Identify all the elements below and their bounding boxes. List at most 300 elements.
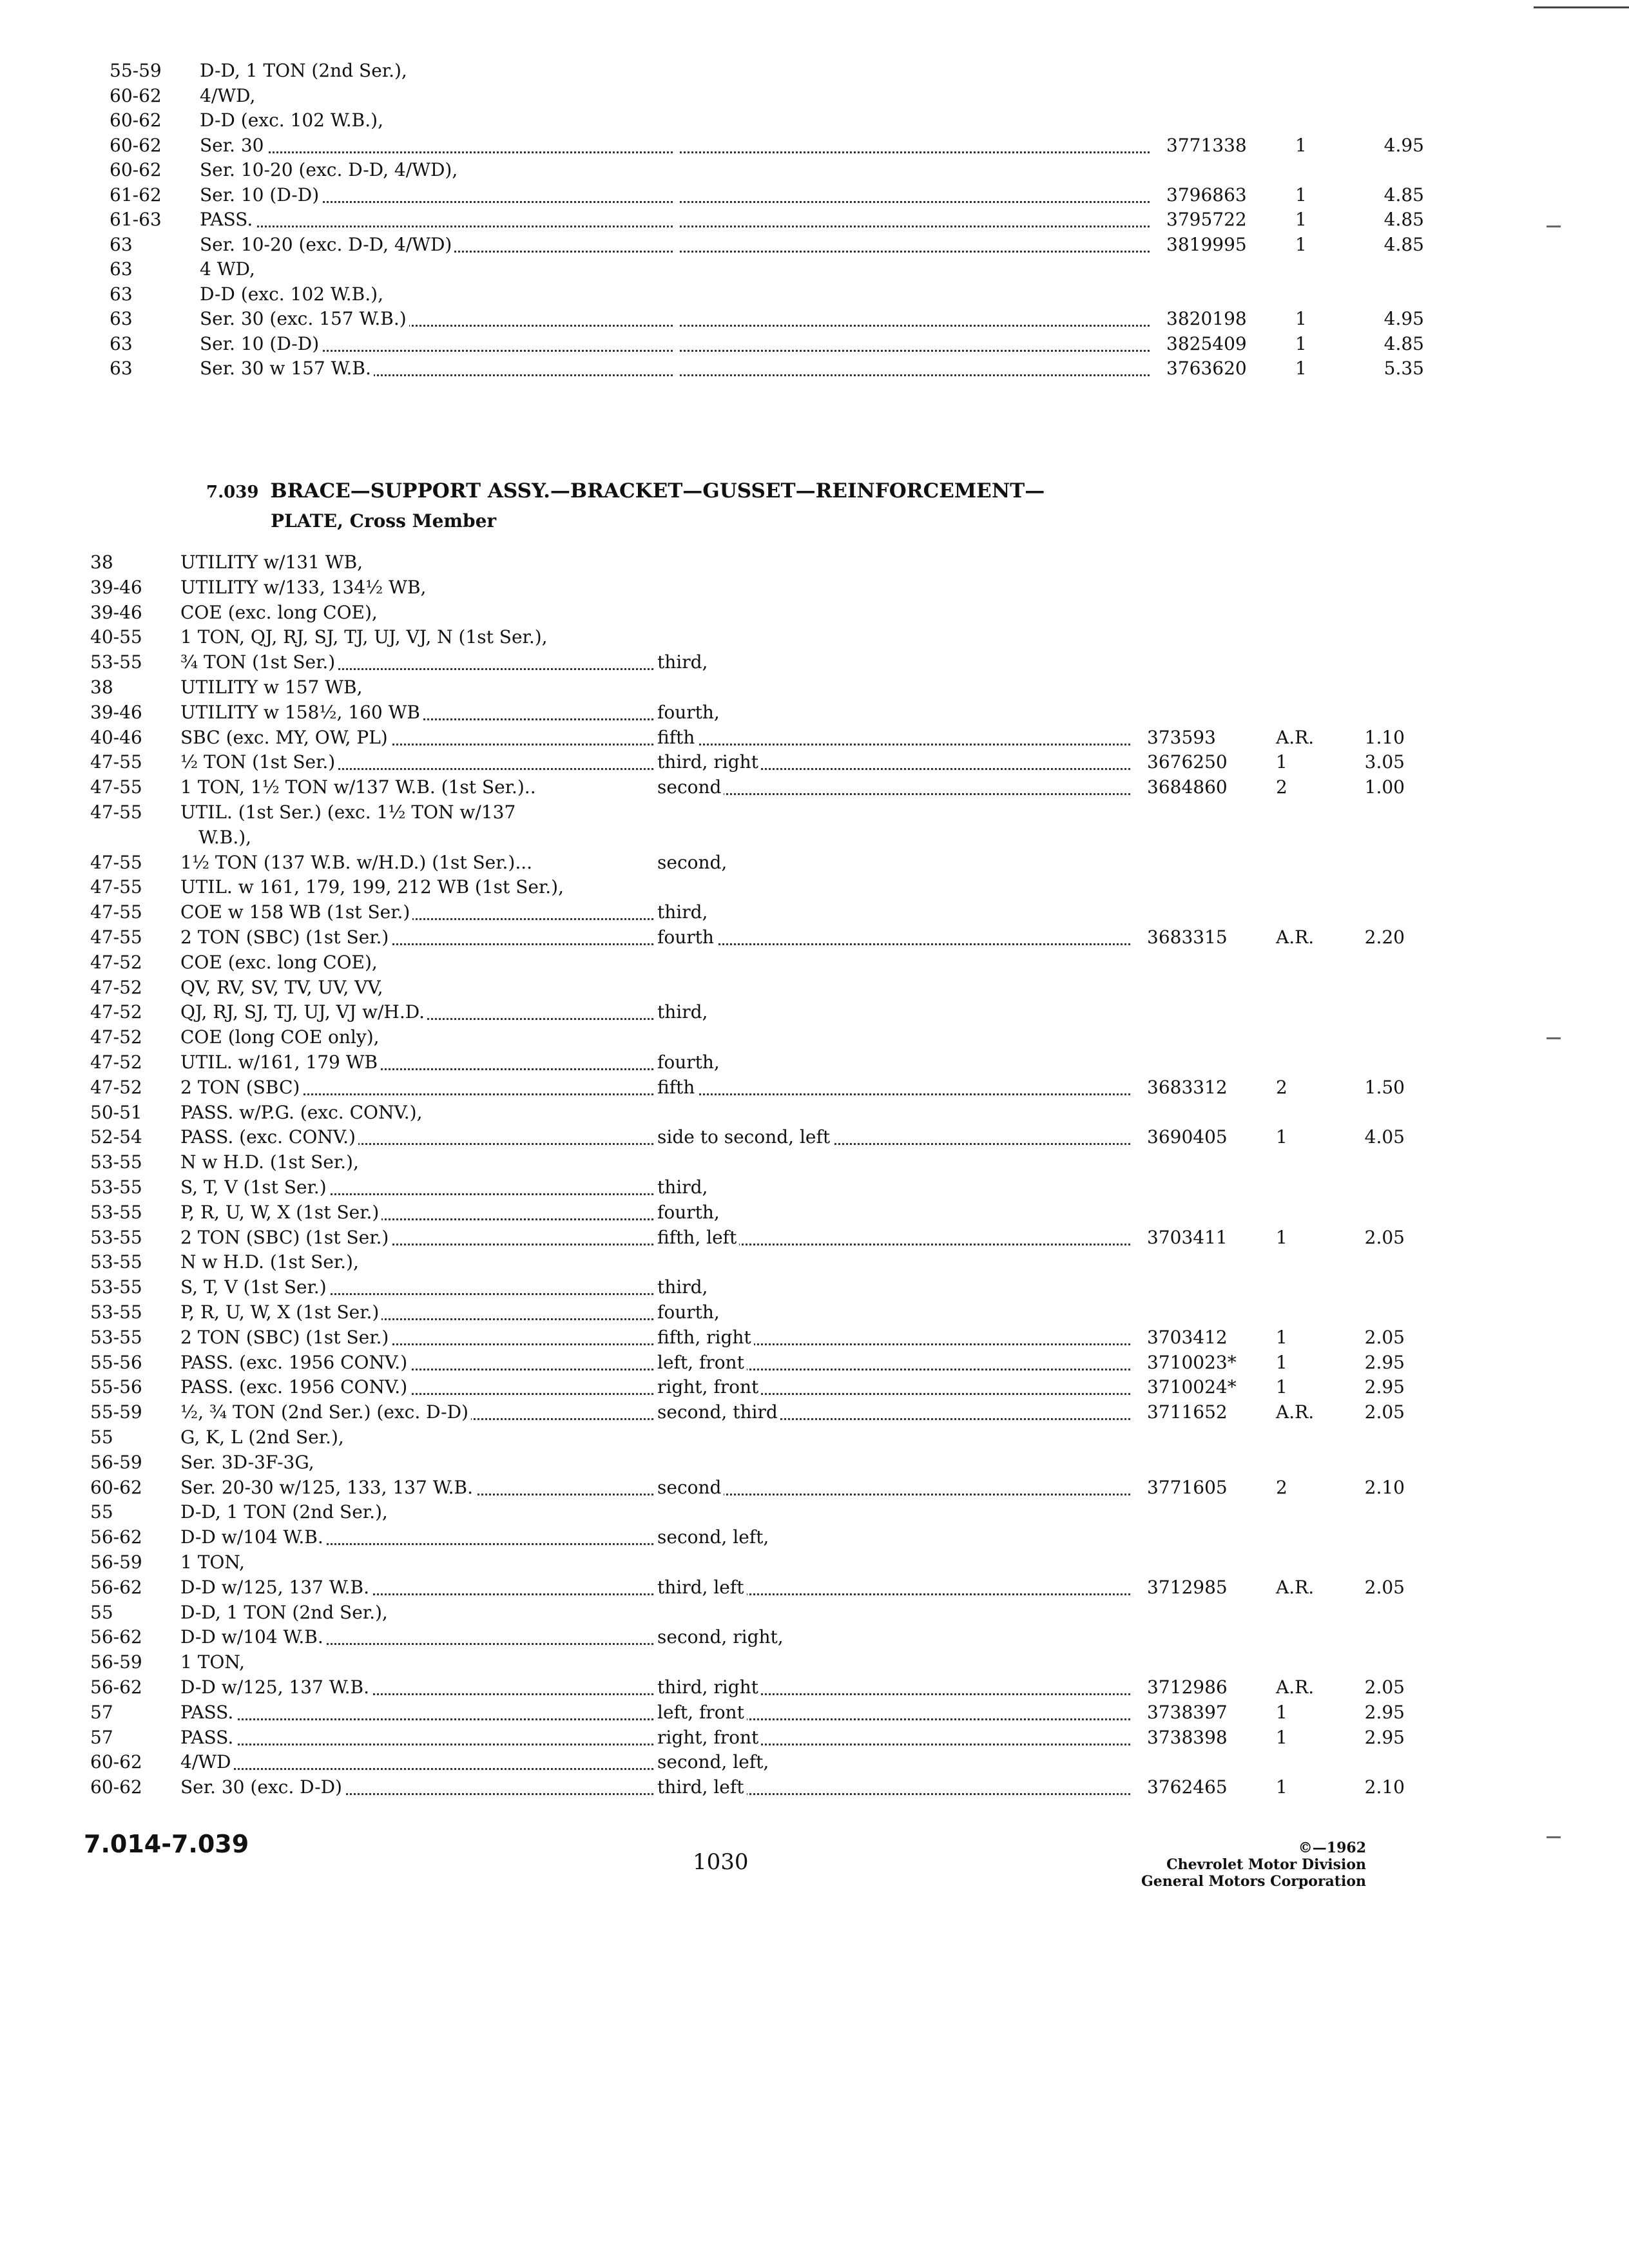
description-text: 2 TON (SBC) <box>180 1077 302 1098</box>
position-text <box>677 358 679 379</box>
price: 2.05 <box>1364 1226 1405 1248</box>
model-description <box>180 700 657 726</box>
table-row <box>90 950 1418 975</box>
model-year: 40-55 <box>90 626 142 648</box>
position-text <box>657 876 660 898</box>
position-note <box>657 1225 1134 1251</box>
model-description <box>200 157 677 183</box>
part-number: 3796863 <box>1166 184 1247 206</box>
position-note <box>677 232 1153 258</box>
model-description <box>200 108 677 133</box>
model-description <box>180 600 657 626</box>
position-note <box>657 825 1134 850</box>
table-row <box>110 356 1437 381</box>
description-text: D-D w/104 W.B. <box>180 1526 326 1548</box>
part-number: 3738398 <box>1147 1726 1228 1748</box>
model-description <box>180 874 657 900</box>
dot-leader <box>180 1744 653 1745</box>
position-note <box>657 850 1134 876</box>
model-year: 56-59 <box>90 1552 142 1573</box>
table-row <box>90 1774 1418 1800</box>
model-description <box>180 675 657 700</box>
position-note <box>657 675 1134 700</box>
quantity: 1 <box>1276 1776 1287 1798</box>
table-row <box>90 1300 1418 1325</box>
position-text <box>657 552 660 573</box>
description-text: 1½ TON (137 W.B. w/H.D.) (1st Ser.)... <box>180 852 535 873</box>
description-text: UTILITY w 158½, 160 WB <box>180 702 423 723</box>
price: 4.95 <box>1383 308 1424 329</box>
quantity: 1 <box>1276 1351 1287 1373</box>
model-description <box>180 899 657 925</box>
model-year: 50-51 <box>90 1101 142 1123</box>
description-text: 4/WD <box>180 1751 233 1773</box>
position-note <box>657 1774 1134 1800</box>
position-text <box>657 802 660 823</box>
position-text <box>657 602 660 623</box>
description-text: D-D, 1 TON (2nd Ser.), <box>180 1501 390 1523</box>
position-note <box>657 1200 1134 1225</box>
position-note <box>657 1274 1134 1300</box>
part-number: 3703412 <box>1147 1326 1228 1348</box>
model-year: 56-62 <box>90 1576 142 1598</box>
model-description <box>180 1725 657 1751</box>
model-year: 56-62 <box>90 1526 142 1548</box>
description-text: PASS. <box>180 1702 236 1723</box>
quantity: 1 <box>1295 358 1307 379</box>
description-text: G, K, L (2nd Ser.), <box>180 1427 347 1448</box>
model-year: 53-55 <box>90 1151 142 1173</box>
position-text <box>657 677 660 698</box>
description-text: D-D, 1 TON (2nd Ser.), <box>180 1602 390 1623</box>
position-note <box>657 1425 1134 1450</box>
table-row <box>90 1550 1418 1575</box>
position-text: second, <box>657 852 729 873</box>
description-text: UTILITY w/133, 134½ WB, <box>180 577 429 598</box>
model-description <box>200 306 677 332</box>
position-text <box>677 258 679 280</box>
quantity: A.R. <box>1276 726 1315 748</box>
model-year: 47-52 <box>90 1052 142 1073</box>
table-row <box>90 925 1418 950</box>
position-note <box>677 306 1153 332</box>
position-text: second <box>657 1477 724 1498</box>
position-text: fifth, right <box>657 1327 754 1348</box>
description-text: Ser. 30 (exc. 157 W.B.) <box>200 308 409 329</box>
description-text: PASS. w/P.G. (exc. CONV.), <box>180 1102 425 1123</box>
position-note <box>657 1725 1134 1751</box>
copyright: ©—1962 <box>1298 1840 1366 1856</box>
part-number: 3795722 <box>1166 209 1247 230</box>
position-text: third, <box>657 1276 710 1298</box>
model-description <box>180 1499 657 1525</box>
model-year: 63 <box>110 233 133 255</box>
position-note <box>657 1450 1134 1475</box>
description-text: QJ, RJ, SJ, TJ, UJ, VJ w/H.D. <box>180 1001 427 1023</box>
table-row <box>90 700 1418 726</box>
model-description <box>180 1399 657 1425</box>
table-row <box>90 1274 1418 1300</box>
dot-leader <box>677 151 1150 153</box>
page-edge-line <box>1534 6 1629 8</box>
position-text <box>677 234 679 255</box>
price: 2.95 <box>1364 1376 1405 1398</box>
model-description <box>180 1700 657 1725</box>
model-description <box>180 1050 657 1075</box>
part-number: 3819995 <box>1166 233 1247 255</box>
part-number: 3676250 <box>1147 751 1228 773</box>
description-text: S, T, V (1st Ser.) <box>180 1177 329 1198</box>
model-description <box>180 1225 657 1251</box>
table-row <box>90 675 1418 700</box>
model-year: 63 <box>110 283 133 305</box>
position-note <box>657 1675 1134 1700</box>
model-year: 47-55 <box>90 776 142 798</box>
position-note <box>657 1749 1134 1775</box>
position-text: fifth <box>657 727 697 748</box>
position-text <box>657 1552 660 1573</box>
position-text: second, right, <box>657 1626 786 1648</box>
part-number: 3703411 <box>1147 1226 1228 1248</box>
dot-leader <box>677 325 1150 327</box>
model-year: 47-55 <box>90 851 142 873</box>
model-description <box>180 1374 657 1400</box>
price: 2.05 <box>1364 1326 1405 1348</box>
price: 1.00 <box>1364 776 1405 798</box>
model-year: 47-55 <box>90 927 142 948</box>
part-number: 3771338 <box>1166 134 1247 156</box>
page-number: 1030 <box>693 1849 749 1875</box>
model-description <box>180 1749 657 1775</box>
table-row <box>90 1600 1418 1626</box>
quantity: A.R. <box>1276 1677 1315 1698</box>
position-text: third, right <box>657 751 761 773</box>
model-description <box>180 1675 657 1700</box>
dot-leader <box>200 151 673 153</box>
table-row <box>90 800 1418 825</box>
position-note <box>657 649 1134 675</box>
quantity: 1 <box>1276 1376 1287 1398</box>
model-year: 39-46 <box>90 576 142 598</box>
table-row <box>90 1725 1418 1751</box>
table-row <box>90 1624 1418 1650</box>
model-description <box>180 999 657 1025</box>
position-text: third, right <box>657 1677 761 1698</box>
position-note <box>657 1050 1134 1075</box>
description-text: UTIL. w 161, 179, 199, 212 WB (1st Ser.), <box>180 876 566 898</box>
position-text: third, <box>657 1177 710 1198</box>
model-year: 53-55 <box>90 1201 142 1223</box>
model-description <box>180 1274 657 1300</box>
position-text <box>677 284 679 305</box>
quantity: 1 <box>1295 134 1307 156</box>
model-year: 60-62 <box>90 1776 142 1798</box>
position-text: fifth <box>657 1077 697 1098</box>
position-note <box>677 83 1153 109</box>
model-year: 56-62 <box>90 1677 142 1698</box>
position-note <box>657 749 1134 775</box>
model-year: 55-56 <box>90 1351 142 1373</box>
dot-leader <box>677 350 1150 352</box>
position-text: right, front <box>657 1376 761 1398</box>
table-row <box>110 58 1437 84</box>
position-note <box>657 1100 1134 1126</box>
table-row <box>90 1100 1418 1126</box>
position-text <box>677 184 679 206</box>
table-row <box>110 207 1437 233</box>
position-note <box>657 1624 1134 1650</box>
model-year: 53-55 <box>90 1302 142 1323</box>
description-text: Ser. 10 (D-D) <box>200 184 322 206</box>
model-description <box>200 83 677 109</box>
table-row <box>90 1350 1418 1376</box>
model-description <box>200 331 677 357</box>
position-text: third, left <box>657 1577 747 1598</box>
model-description <box>200 282 677 307</box>
description-text: QV, RV, SV, TV, UV, VV, <box>180 977 386 998</box>
description-text: W.B.), <box>198 827 254 848</box>
position-note <box>657 550 1134 575</box>
model-description <box>180 1350 657 1376</box>
position-note <box>677 133 1153 159</box>
part-number: 3712985 <box>1147 1576 1228 1598</box>
description-text: 2 TON (SBC) (1st Ser.) <box>180 927 391 948</box>
position-text <box>657 977 660 998</box>
position-note <box>677 108 1153 133</box>
quantity: 1 <box>1295 184 1307 206</box>
dot-leader <box>657 793 1130 795</box>
table-row <box>110 232 1437 258</box>
model-year: 63 <box>110 358 133 379</box>
description-text: PASS. (exc. 1956 CONV.) <box>180 1352 410 1373</box>
position-note <box>657 774 1134 800</box>
model-year: 63 <box>110 308 133 329</box>
position-note <box>657 1649 1134 1675</box>
price: 4.95 <box>1383 134 1424 156</box>
table-row <box>90 1149 1418 1175</box>
description-text: 4/WD, <box>200 85 258 106</box>
description-text: ½ TON (1st Ser.) <box>180 751 338 773</box>
margin-tick <box>1547 1037 1561 1039</box>
position-note <box>657 1374 1134 1400</box>
position-note <box>657 874 1134 900</box>
table-row <box>90 1225 1418 1251</box>
dot-leader <box>657 1093 1130 1095</box>
description-text: Ser. 30 <box>200 135 267 156</box>
dot-leader <box>677 374 1150 376</box>
position-text <box>657 1151 660 1173</box>
model-description <box>180 774 657 800</box>
position-text: second, left, <box>657 1526 771 1548</box>
table-row <box>90 1700 1418 1725</box>
section-number: 7.039 <box>206 483 259 502</box>
description-text: Ser. 10 (D-D) <box>200 333 322 354</box>
price: 2.05 <box>1364 1576 1405 1598</box>
quantity: 2 <box>1276 1076 1287 1098</box>
quantity: 1 <box>1295 209 1307 230</box>
part-number: 3712986 <box>1147 1677 1228 1698</box>
description-text: UTILITY w 157 WB, <box>180 677 365 698</box>
table-row <box>90 1575 1418 1600</box>
position-text: fifth, left <box>657 1227 739 1248</box>
description-text: COE w 158 WB (1st Ser.) <box>180 901 412 923</box>
model-description <box>180 1450 657 1475</box>
table-row <box>90 550 1418 575</box>
part-number: 3710023* <box>1147 1351 1237 1373</box>
position-note <box>657 575 1134 601</box>
description-text: UTIL. (1st Ser.) (exc. 1½ TON w/137 <box>180 802 518 823</box>
model-year: 60-62 <box>110 134 162 156</box>
part-number: 3763620 <box>1166 358 1247 379</box>
model-description <box>200 182 677 208</box>
section-title-line2: PLATE, Cross Member <box>271 510 497 532</box>
part-number: 3820198 <box>1166 308 1247 329</box>
table-row <box>110 133 1437 159</box>
description-text: D-D w/125, 137 W.B. <box>180 1577 372 1598</box>
model-description <box>180 1175 657 1200</box>
model-year: 47-55 <box>90 876 142 898</box>
part-number: 373593 <box>1147 726 1216 748</box>
model-year: 60-62 <box>110 110 162 131</box>
position-text <box>657 1102 660 1123</box>
model-description <box>180 1550 657 1575</box>
margin-tick <box>1547 1836 1561 1838</box>
table-row <box>90 1425 1418 1450</box>
quantity: 1 <box>1276 1701 1287 1723</box>
position-text <box>657 1651 660 1673</box>
quantity: 2 <box>1276 1476 1287 1498</box>
model-description <box>200 133 677 159</box>
model-description <box>200 356 677 381</box>
model-year: 53-55 <box>90 1177 142 1198</box>
dot-leader <box>657 1494 1130 1495</box>
description-text: Ser. 10-20 (exc. D-D, 4/WD) <box>200 234 454 255</box>
model-description <box>180 1200 657 1225</box>
description-text: PASS. <box>180 1727 236 1748</box>
table-row <box>90 624 1418 650</box>
description-text: 1 TON, <box>180 1552 247 1573</box>
position-text <box>657 952 660 973</box>
model-description <box>180 1100 657 1126</box>
dot-leader <box>657 943 1130 945</box>
description-text: UTIL. w/161, 179 WB <box>180 1052 380 1073</box>
description-text: P, R, U, W, X (1st Ser.) <box>180 1202 381 1223</box>
position-note <box>657 600 1134 626</box>
position-text: fourth, <box>657 1302 722 1323</box>
position-text <box>657 1452 660 1473</box>
model-year: 63 <box>110 258 133 280</box>
model-year: 38 <box>90 552 113 573</box>
position-note <box>657 1249 1134 1275</box>
table-row <box>90 1075 1418 1100</box>
dot-leader <box>677 251 1150 253</box>
position-text: second, left, <box>657 1751 771 1773</box>
table-row <box>90 1450 1418 1475</box>
division-name: Chevrolet Motor Division <box>1166 1856 1366 1873</box>
table-row <box>90 1675 1418 1700</box>
description-text: 2 TON (SBC) (1st Ser.) <box>180 1227 391 1248</box>
part-number: 3710024* <box>1147 1376 1237 1398</box>
model-description <box>180 575 657 601</box>
model-description <box>180 1600 657 1626</box>
model-year: 47-52 <box>90 976 142 998</box>
table-row <box>90 1399 1418 1425</box>
model-description <box>180 1575 657 1600</box>
position-text: third, left <box>657 1776 747 1798</box>
position-text <box>657 1501 660 1523</box>
description-text: 2 TON (SBC) (1st Ser.) <box>180 1327 391 1348</box>
position-text <box>677 333 679 354</box>
quantity: A.R. <box>1276 1401 1315 1423</box>
quantity: 1 <box>1276 1126 1287 1148</box>
position-note <box>657 700 1134 726</box>
model-description <box>180 1624 657 1650</box>
quantity: A.R. <box>1276 1576 1315 1598</box>
model-description <box>200 58 677 84</box>
model-year: 53-55 <box>90 651 142 673</box>
description-text: COE (exc. long COE), <box>180 952 380 973</box>
position-note <box>657 1300 1134 1325</box>
description-text: D-D, 1 TON (2nd Ser.), <box>200 60 410 81</box>
model-description <box>180 975 657 1001</box>
model-year: 47-52 <box>90 1076 142 1098</box>
position-note <box>657 950 1134 975</box>
model-year: 57 <box>90 1701 113 1723</box>
position-text: third, <box>657 651 710 673</box>
dot-leader <box>200 226 673 227</box>
table-row <box>90 1200 1418 1225</box>
table-row <box>90 825 1418 850</box>
model-year: 53-55 <box>90 1276 142 1298</box>
position-note <box>657 1325 1134 1350</box>
dot-leader <box>657 744 1130 745</box>
description-text: 1 TON, <box>180 1651 247 1673</box>
table-row <box>110 256 1437 282</box>
position-note <box>677 331 1153 357</box>
table-row <box>110 331 1437 357</box>
quantity: 2 <box>1276 776 1287 798</box>
position-text <box>657 1026 660 1048</box>
model-year: 61-62 <box>110 184 162 206</box>
position-text: left, front <box>657 1352 747 1373</box>
table-row <box>90 1649 1418 1675</box>
position-text <box>657 1602 660 1623</box>
table-row <box>90 1749 1418 1775</box>
model-year: 47-52 <box>90 1026 142 1048</box>
table-row <box>90 1374 1418 1400</box>
table-row <box>110 306 1437 332</box>
model-year: 55-59 <box>90 1401 142 1423</box>
part-number: 3825409 <box>1166 332 1247 354</box>
price: 4.85 <box>1383 332 1424 354</box>
model-description <box>180 800 657 825</box>
position-note <box>657 1149 1134 1175</box>
description-text: Ser. 3D-3F-3G, <box>180 1452 317 1473</box>
description-text: P, R, U, W, X (1st Ser.) <box>180 1302 381 1323</box>
model-year: 53-55 <box>90 1251 142 1273</box>
model-description <box>180 1649 657 1675</box>
description-text: COE (long COE only), <box>180 1026 382 1048</box>
position-text: second <box>657 776 724 798</box>
description-text: Ser. 30 (exc. D-D) <box>180 1776 345 1798</box>
table-row <box>90 1524 1418 1550</box>
footer-section-range: 7.014-7.039 <box>84 1830 249 1858</box>
position-note <box>657 1499 1134 1525</box>
position-text: fourth, <box>657 1202 722 1223</box>
position-note <box>677 58 1153 84</box>
model-description <box>200 207 677 233</box>
part-number: 3762465 <box>1147 1776 1228 1798</box>
